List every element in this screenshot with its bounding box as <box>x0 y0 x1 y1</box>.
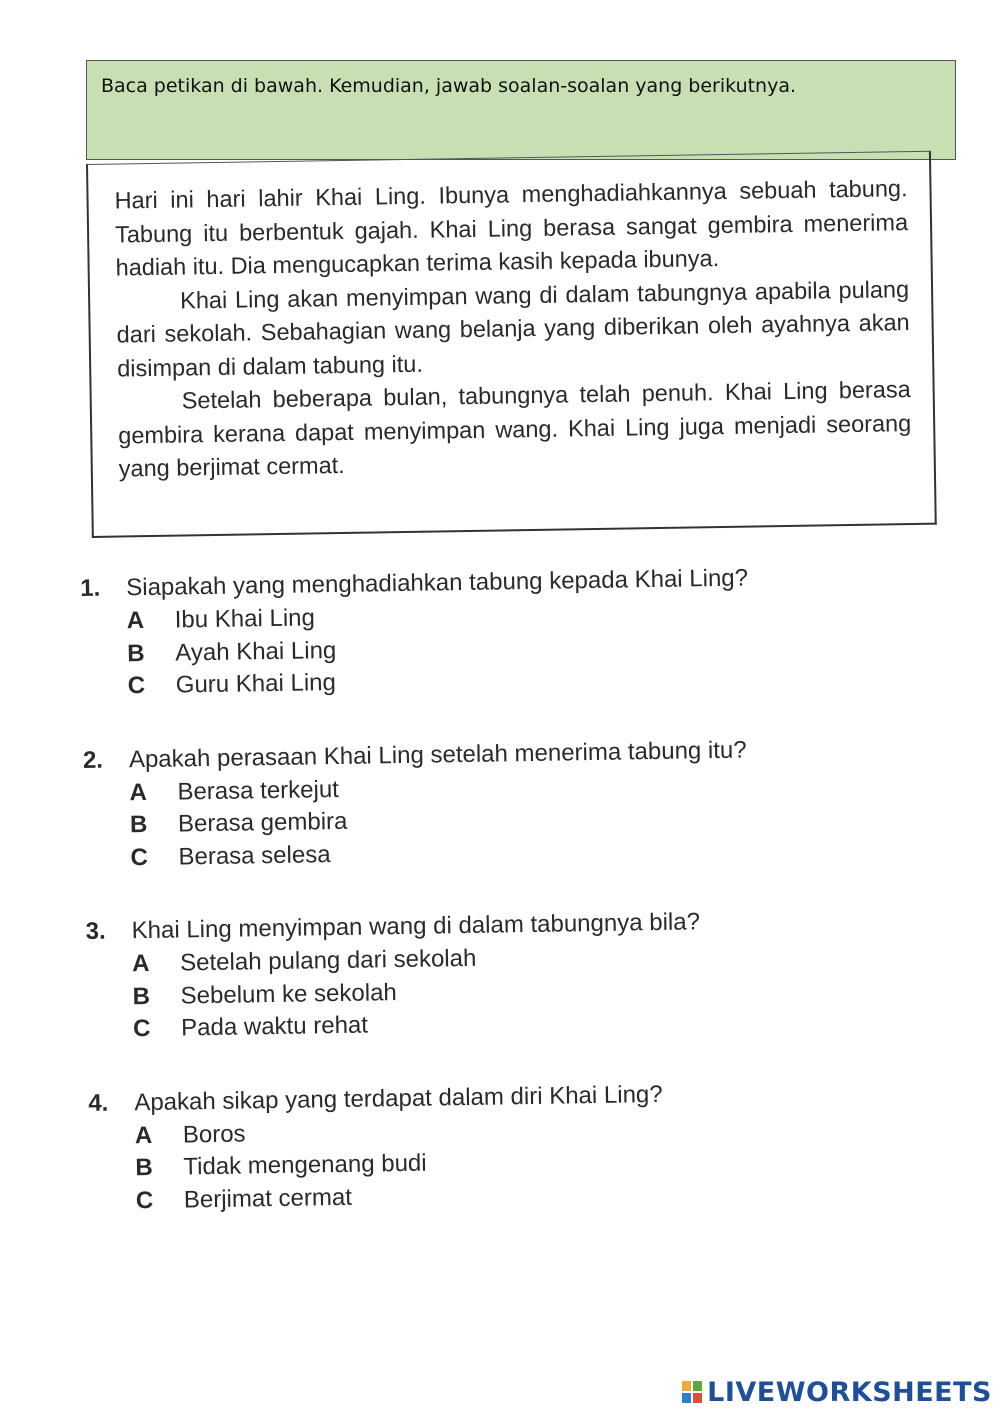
reading-passage <box>86 151 937 538</box>
question-number: 2. <box>82 746 104 774</box>
option-letter: C <box>130 843 149 871</box>
option-letter: B <box>129 810 148 839</box>
option-text: Berasa gembira <box>177 807 348 838</box>
question-text: Khai Ling menyimpan wang di dalam tabungnya bila? <box>131 908 701 945</box>
question-2 <box>83 732 845 875</box>
passage-paragraph-1: Hari ini hari lahir Khai Ling. Ibunya menghadiahkannya sebuah tabung. Tabung itu berbentuk gajah. Khai Ling berasa sangat gembira menerima hadiah itu. Dia mengucapkan terima kasih kepada ibunya. <box>114 175 909 281</box>
option-text: Berasa terkejut <box>177 775 340 805</box>
question-list <box>80 560 851 1258</box>
question-3 <box>85 903 847 1046</box>
option-text: Sebelum ke sekolah <box>180 978 397 1009</box>
liveworksheets-logo-icon <box>681 1380 703 1404</box>
question-text: Apakah sikap yang terdapat dalam diri Khai Ling? <box>134 1080 663 1116</box>
liveworksheets-logo[interactable] <box>681 1377 992 1407</box>
option-letter: B <box>135 1153 153 1182</box>
instruction-text: Baca petikan di bawah. Kemudian, jawab soalan-soalan yang berikutnya. <box>101 75 797 97</box>
question-text: Siapakah yang menghadiahkan tabung kepada Khai Ling? <box>126 564 749 602</box>
instruction-box <box>86 60 956 160</box>
option-text: Berjimat cermat <box>183 1183 353 1213</box>
option-letter: C <box>132 1014 151 1043</box>
question-4 <box>88 1074 850 1217</box>
option-text: Boros <box>182 1119 246 1148</box>
option-letter: A <box>126 607 145 635</box>
question-text: Apakah perasaan Khai Ling setelah menerima tabung itu? <box>128 736 747 773</box>
option-letter: C <box>127 671 146 700</box>
passage-paragraph-2: Khai Ling akan menyimpan wang di dalam tabungnya apabila pulang dari sekolah. Sebahagian wang belanja yang diberikan oleh ayahnya akan disimpan di dalam tabung itu. <box>116 275 910 382</box>
option-text: Setelah pulang dari sekolah <box>179 944 477 977</box>
option-text: Ayah Khai Ling <box>175 636 337 667</box>
option-letter: B <box>127 639 145 667</box>
option-text: Guru Khai Ling <box>175 668 337 699</box>
question-1 <box>80 560 842 703</box>
option-text: Ibu Khai Ling <box>174 604 316 634</box>
passage-paragraph-3: Setelah beberapa bulan, tabungnya telah penuh. Khai Ling berasa gembira kerana dapat menyimpan wang. Khai Ling juga menjadi seorang yang berjimat cermat. <box>118 376 912 482</box>
option-letter: A <box>134 1121 153 1149</box>
question-number: 4. <box>88 1089 109 1117</box>
option-text: Berasa selesa <box>178 840 331 870</box>
logo-text: LIVEWORKSHEETS <box>707 1376 992 1408</box>
question-number: 1. <box>80 574 101 602</box>
option-letter: A <box>129 778 148 806</box>
option-text: Tidak mengenang budi <box>183 1149 427 1181</box>
option-letter: C <box>135 1186 154 1214</box>
option-letter: B <box>132 982 151 1010</box>
question-number: 3. <box>85 917 106 945</box>
option-text: Pada waktu rehat <box>180 1011 369 1042</box>
option-letter: A <box>131 949 150 978</box>
